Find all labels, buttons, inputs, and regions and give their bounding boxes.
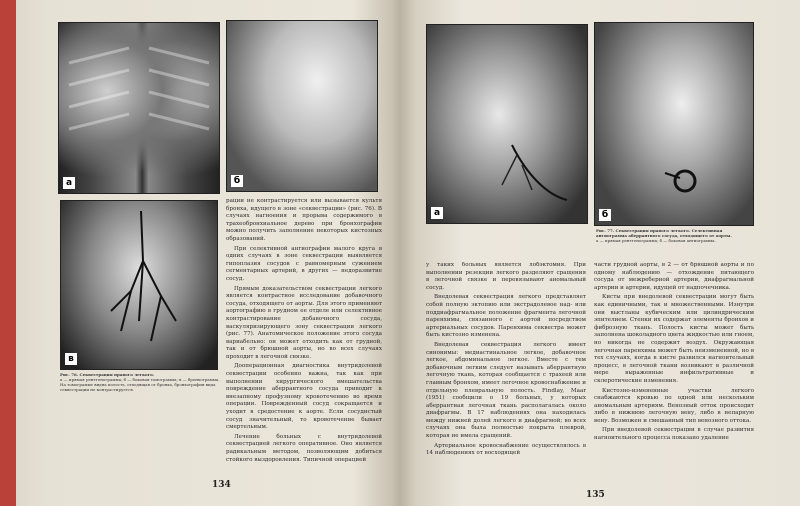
panel-label-a: а xyxy=(431,207,443,219)
vessel-shadow xyxy=(427,25,587,223)
paragraph: При внедолевой секвестрации в случае развития нагноительного процесса показано удаление xyxy=(594,427,754,442)
paragraph: Внедолевая секвестрация легкого представляет собой полную эктопию или экстрадолевое над- или поддиафрагмальное положение фрагмента легочной паренхимы, связанного с аортой посредством артериальных сосудов. Паренхима секвестра может быть кистозно изменена. xyxy=(426,294,586,339)
figure-77-caption xyxy=(596,228,752,243)
right-column-2-text xyxy=(594,262,754,500)
figure-77-caption-body: а — прямая рентгенограмма; б — боковая ангиограмма. xyxy=(596,238,716,243)
panel-label-c: в xyxy=(65,353,77,365)
paragraph: Внедолевая секвестрация легкого имеет синонимы: медиастинальное легкое, добавочное легкое, абдоминальное легкое. Вместе с тем добавочным легким следует называть аберрантную легочную ткань, которая сообщается с трахеей или главным бронхом, имеет легочное кровоснабжение и отдельную плевральную полость. Findlay, Maar (1951) сообщили о 19 больных, у которых аберрантная легочная ткань располагалась около диафрагмы. В 17 наблюдениях она находилась между нижней долей легкого и диафрагмой; во всех случаях она была полностью покрыта плеврой, которая не имела сращений. xyxy=(426,341,586,440)
paragraph: Кистозно-измененные участки легкого снабжаются кровью по одной или нескольким аномальным артериям. Венозный отток происходит либо в нижнюю легочную вену, либо в непарную вену. Возможен и смешанный тип венозного оттока. xyxy=(594,387,754,424)
panel-label-b: б xyxy=(599,209,611,221)
paragraph: части грудной аорты, в 2 — от брюшной аорты и по одному наблюдению — отхождение питающего сосуда от межреберной артерии, диафрагмальной артерии и артерии, идущей от надпочечника. xyxy=(594,262,754,291)
paragraph: Лечение больных с внутридолевой секвестрацией легкого оперативное. Оно является радикальным методом, позволяющим добиться стойкого выздоровления. Типичной операцией xyxy=(226,433,382,463)
vessel-shadow xyxy=(595,23,753,225)
paragraph: Артериальное кровоснабжение осуществлялось в 14 наблюдениях от восходящей xyxy=(426,442,586,457)
figure-76-caption-title: Рис. 76. Секвестрация правого легкого. xyxy=(60,372,155,377)
xray-image-77b xyxy=(594,22,754,226)
paragraph: Прямым доказательством секвестрации легкого является контрастное исследование добавочного сосуда, отходящего от аорты. Для этого применяют аортографию в грудном ее отделе или селективное контрастирование добавочного сосуда, васкуляризирующего зону секвестрации легкого (рис. 77). Анатомическое положение этого сосуда вариабельно: он может отходить как от грудной, так и от брюшной аорты, но во всех случаях проходит в легочной связке. xyxy=(226,285,382,360)
figure-76-caption xyxy=(60,372,220,392)
page-number-left: 134 xyxy=(212,480,231,490)
paragraph: рации не контрастируется или вызывается культя бронха, идущего в зоне «секвестрации» (рис. 76). В случаях нагноения и прорыва содержимого в трахеобронхиальное дерево при бронхографии можно получить заполнение некоторых кистозных образований. xyxy=(226,198,382,242)
book-cover-edge xyxy=(0,0,16,506)
page-number-right: 135 xyxy=(586,490,605,500)
paragraph: у таких больных является лобэктомия. При выполнении резекции легкого разделяют сращения в легочной связке и перевязывают аномальный сосуд. xyxy=(426,262,586,291)
xray-image-76b xyxy=(226,20,378,192)
paragraph: Дооперационная диагностика внутридолевой секвестрации особенно важна, так как при выполнении хирургического вмешательства повреждение аберрантного сосуда приводит к внезапному профузному кровотечению во время операции. Поврежденный сосуд сокращается и уходит в средостение к аорте. Если сосудистый сосуд значительный, то кровотечение бывает смертельным. xyxy=(226,363,382,431)
panel-label-a: а xyxy=(63,177,75,189)
paragraph: При селективной ангиографии малого круга в одних случаях в зоне секвестрации выявляется гипоплазия сосудов с равномерным сужением сегментарных артерий, в других — недоразвитие сосуд. xyxy=(226,245,382,282)
xray-image-77a xyxy=(426,24,588,224)
left-column-text xyxy=(226,198,382,488)
rib-shadows xyxy=(59,23,219,193)
paragraph: Кисты при внедолевой секвестрации могут быть как единичными, так и множественными. Изнутри они выстланы кубическим или цилиндрическим эпителием. Стенки их содержат элементы бронхов и фиброзную ткань. Полость кисты может быть заполнена шоколадного цвета жидкостью или гноем, но никогда не содержит воздух. Окружающая легочная паренхима может быть неизмененной, но в тех случаях, когда в кисте развился нагноительный процесс, в легочной ткани возникают в различной мере выраженные инфильтративные и склеротические изменения. xyxy=(594,294,754,384)
xray-image-76c xyxy=(60,200,218,370)
figure-77-caption-title: Рис. 77. Секвестрация правого легкого. Селективная ангиограмма аберрантного сосуда, отходящего от аорты. xyxy=(596,228,732,238)
right-column-1-text xyxy=(426,262,586,490)
bronchial-tree xyxy=(61,201,217,369)
xray-image-76a xyxy=(58,22,220,194)
figure-76-caption-body: а — прямая рентгенограмма; б — боковая томограмма; в — бронхограмма. На томограмме видна полость, отходящая от бронха, бронхография вида секвестрации не контрастируется. xyxy=(60,377,220,392)
panel-label-b: б xyxy=(231,175,243,187)
